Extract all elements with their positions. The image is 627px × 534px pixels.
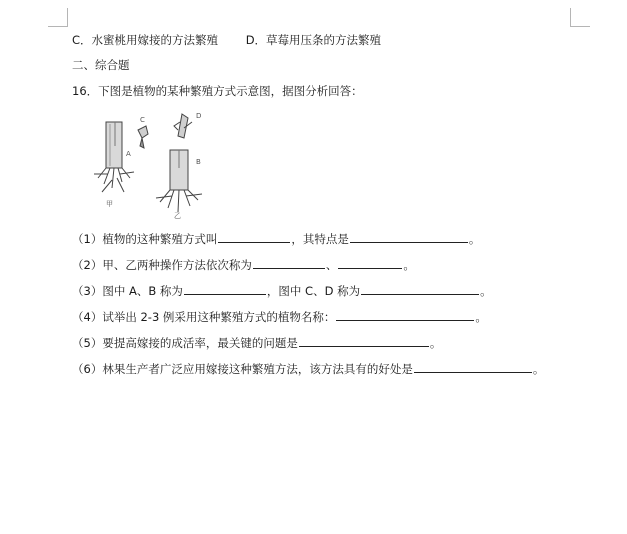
grafting-illustration xyxy=(84,108,214,220)
label-c: C xyxy=(140,116,145,124)
answer-blank[interactable] xyxy=(350,231,468,243)
sub-question-4: （4）试举出 2-3 例采用这种繁殖方式的植物名称： 。 xyxy=(72,310,487,324)
answer-blank[interactable] xyxy=(253,257,325,269)
crop-mark-right-horizontal xyxy=(570,26,590,27)
answer-blank[interactable] xyxy=(299,335,429,347)
crop-mark-right-vertical xyxy=(570,8,571,27)
section-title: 二、综合题 xyxy=(72,58,130,72)
answer-blank[interactable] xyxy=(414,361,532,373)
option-d: D．草莓用压条的方法繁殖 xyxy=(245,33,382,47)
scion-d-drawing xyxy=(174,114,192,138)
crop-mark-left-horizontal xyxy=(48,26,68,27)
scion-c-drawing xyxy=(138,126,148,148)
answer-blank[interactable] xyxy=(218,231,290,243)
sub-question-2: （2）甲、乙两种操作方法依次称为 、 。 xyxy=(72,258,415,272)
answer-blank[interactable] xyxy=(184,283,266,295)
answer-blank[interactable] xyxy=(361,283,479,295)
sub-question-3: （3）图中 A、B 称为 ，图中 C、D 称为 。 xyxy=(72,284,492,298)
label-b: B xyxy=(196,158,201,166)
sub-question-1: （1）植物的这种繁殖方式叫 ，其特点是 。 xyxy=(72,232,481,246)
option-row xyxy=(72,33,381,47)
label-a: A xyxy=(126,150,131,158)
label-jia: 甲 xyxy=(106,200,113,208)
sub-question-6: （6）林果生产者广泛应用嫁接这种繁殖方法，该方法具有的好处是 。 xyxy=(72,362,545,376)
option-c: C．水蜜桃用嫁接的方法繁殖 xyxy=(72,33,219,47)
answer-blank[interactable] xyxy=(336,309,474,321)
label-d: D xyxy=(196,112,202,120)
crop-mark-left-vertical xyxy=(67,8,68,27)
label-yi: 乙 xyxy=(174,212,181,220)
question-stem: 16．下图是植物的某种繁殖方式示意图，据图分析回答： xyxy=(72,84,363,98)
grafting-figure xyxy=(84,108,214,220)
sub-question-5: （5）要提高嫁接的成活率，最关键的问题是 。 xyxy=(72,336,442,350)
answer-blank[interactable] xyxy=(338,257,402,269)
